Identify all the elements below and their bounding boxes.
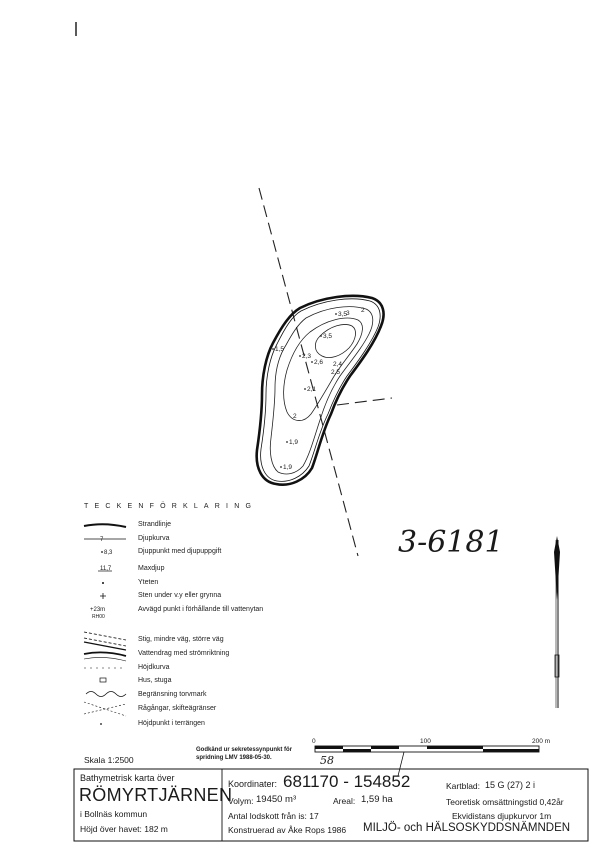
scale-label: Skala 1:2500 <box>84 755 134 765</box>
legend-levelled-sub: RH00 <box>92 614 105 620</box>
contour-interval: Ekvidistans djupkurvor 1m <box>452 811 552 821</box>
lake-name: RÖMYRTJÄRNEN <box>79 785 233 805</box>
legend-max-value: 11,7 <box>100 566 112 572</box>
legend-symbol-path <box>84 632 126 646</box>
legend-symbol-stone <box>100 593 106 599</box>
depth-label: 2 <box>361 307 365 314</box>
legend-item-stone: Sten under v.y eller grynna <box>138 592 222 599</box>
legend-symbol-boundaries <box>84 702 126 716</box>
legend-item-max-depth: Maxdjup <box>138 565 165 572</box>
depth-label: 1,9 <box>289 439 299 446</box>
legend-item-peat: Begränsning torvmark <box>138 691 207 698</box>
legend-symbol-depth-point <box>101 551 103 553</box>
map-sheet-label: Kartblad: <box>446 781 481 791</box>
scale-bar <box>315 746 539 752</box>
depth-label: 2,3 <box>302 353 312 360</box>
legend-symbol-surface <box>102 582 104 584</box>
sheet-number: 3-6181 <box>398 525 504 560</box>
scale-tick-100: 100 <box>420 738 431 745</box>
north-arrow <box>554 536 560 708</box>
depth-label: 1,9 <box>283 464 293 471</box>
legend-item-height-contour: Höjdkurva <box>138 664 170 671</box>
legend-levelled-value: +23m <box>90 607 106 613</box>
legend-item-surface: Yteten <box>138 579 159 586</box>
legend-item-shoreline: Strandlinje <box>138 521 172 528</box>
legend-symbol-height-point <box>100 723 102 725</box>
soundings: Antal lodskott från is: 17 <box>228 811 319 821</box>
constructed-by: Konstruerad av Åke Rops 1986 <box>228 825 347 835</box>
agency: MILJÖ- och HÄLSOSKYDDSNÄMNDEN <box>363 822 571 834</box>
retention-time: Teoretisk omsättningstid 0,42år <box>446 797 564 807</box>
elevation: Höjd över havet: 182 m <box>80 824 168 834</box>
legend-contour-value: 7 <box>100 537 104 543</box>
legend-item-height-point: Höjdpunkt i terrängen <box>138 720 205 727</box>
legend-symbol-road <box>84 642 126 650</box>
municipality: i Bollnäs kommun <box>80 809 148 819</box>
legend-item-house: Hus, stuga <box>138 677 172 684</box>
legend-item-depth-contour: Djupkurva <box>138 535 170 542</box>
depth-label: 3 <box>346 310 350 317</box>
legend-item-boundaries: Rågångar, skifteägränser <box>138 705 217 712</box>
legend-item-depth-point: Djuppunkt med djupuppgift <box>138 548 222 555</box>
area-value: 1,59 ha <box>361 794 393 805</box>
title-heading: Bathymetrisk karta över <box>80 773 175 783</box>
approval-line-2: spridning LMV 1988-05-30. <box>196 755 272 761</box>
legend-symbol-stream <box>84 652 126 656</box>
legend-item-levelled-point: Avvägd punkt i förhållande till vattenytan <box>138 606 264 613</box>
depth-contour-1 <box>270 307 373 474</box>
area-label: Areal: <box>333 796 356 806</box>
shoreline <box>257 296 384 485</box>
volume-value: 19450 m³ <box>256 794 297 805</box>
depth-label: 2 <box>293 413 297 420</box>
legend-symbol-shoreline <box>84 524 126 527</box>
legend-symbol-labels <box>90 537 113 620</box>
depth-contour-3 <box>315 324 355 357</box>
legend-item-stream: Vattendrag med strömriktning <box>138 650 230 657</box>
legend-symbol-house <box>100 678 106 682</box>
approval-line-1: Godkänd ur sekretessynpunkt för <box>196 747 293 753</box>
coordinate-note: 58 <box>320 754 334 767</box>
depth-label: 1,5 <box>275 346 285 353</box>
scale-tick-0: 0 <box>312 738 316 745</box>
legend-symbol-peat-boundary <box>86 692 126 697</box>
depth-label: 2,4 <box>333 361 343 368</box>
map-sheet-value: 15 G (27) 2 i <box>485 780 536 790</box>
legend-depth-value: 8,3 <box>104 550 113 556</box>
coordinates-label: Koordinater: <box>228 779 278 789</box>
depth-label: 2,5 <box>331 369 341 376</box>
depth-label: 3,5 <box>323 333 333 340</box>
depth-label: 2,1 <box>307 386 317 393</box>
depth-label: 3,5 <box>338 311 348 318</box>
legend-heading: TECKENFÖRKLARING <box>84 503 258 510</box>
survey-line-branch <box>337 398 392 405</box>
scale-tick-200: 200 m <box>532 738 551 745</box>
coordinates: 681170 - 154852 <box>283 772 411 791</box>
volume-label: Volym: <box>228 796 254 806</box>
legend-item-roads: Stig, mindre väg, större väg <box>138 636 224 643</box>
depth-label: 2,6 <box>314 359 324 366</box>
